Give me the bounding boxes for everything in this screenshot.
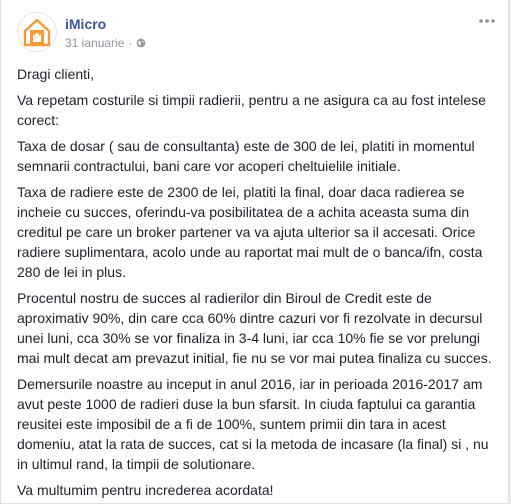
more-options-icon[interactable] xyxy=(477,14,497,28)
post-paragraph: Dragi clienti, xyxy=(17,66,95,82)
post-paragraph: Va repetam costurile si timpii radierii, pentru a ne asigura ca au fost intelese corect: xyxy=(17,92,486,128)
post-paragraph: Taxa de dosar ( sau de consultanta) este de 300 de lei, platiti in momentul semnarii contractului, bani care vor acoperi cheltuielile initiale. xyxy=(17,138,475,174)
house-logo-icon xyxy=(18,13,56,51)
post-paragraph: Taxa de radiere este de 2300 de lei, platiti la final, doar daca radierea se incheie cu succes, oferindu-va posibilitatea de a achita aceasta suma din creditul pe care un broker partener va va ajuta ulterior sa il accesati. Orice radiere suplimentara, acolo unde au raportat mai mult de o banca/ifn, costa 280 de lei in plus. xyxy=(17,184,483,280)
post-author[interactable]: iMicro xyxy=(65,16,107,32)
post-meta xyxy=(65,36,146,50)
post-paragraph: Demersurile noastre au inceput in anul 2016, iar in perioada 2016-2017 am avut peste 1000 de radieri duse la bun sfarsit. In ciuda faptului ca garantia reusitei este imposibil de a fi de 100%, suntem primii din tara in acest domeniu, atat la rata de succes, cat si la metoda de incasare (la final) si , nu in ultimul rand, la timpii de solutionare. xyxy=(17,376,489,472)
post-paragraph: Procentul nostru de succes al radierilor din Biroul de Credit este de aproximativ 90%, din care cca 60% dintre cazuri vor fi rezolvate in decursul unei luni, cca 30% se vor finaliza in 3-4 luni, iar cca 10% fie se vor prelungi mai mult decat am prevazut initial, fie nu se vor mai putea finaliza cu succes. xyxy=(17,290,492,366)
post-body xyxy=(17,64,495,504)
post-paragraph: Va multumim pentru increderea acordata! xyxy=(17,482,274,498)
avatar[interactable] xyxy=(17,12,57,52)
post-date[interactable]: 31 ianuarie xyxy=(65,36,125,50)
meta-separator: · xyxy=(128,36,133,50)
globe-icon[interactable] xyxy=(136,38,146,48)
post-header xyxy=(17,12,497,52)
